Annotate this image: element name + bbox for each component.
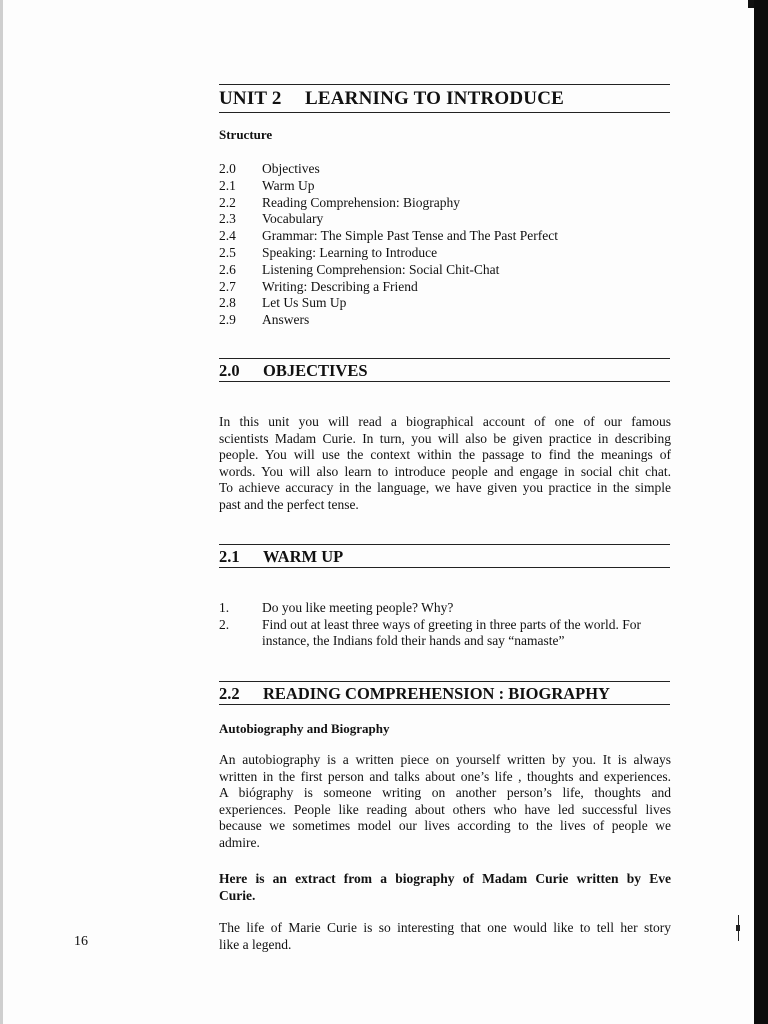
autobiography-subheading: Autobiography and Biography xyxy=(219,721,390,736)
section-number: 2.0 xyxy=(219,361,240,380)
toc-label: Reading Comprehension: Biography xyxy=(262,194,460,210)
toc-label: Listening Comprehension: Social Chit-Chat xyxy=(262,261,500,277)
text-line: An autobiography is a written piece on yourself written by you. It is always xyxy=(219,752,671,767)
structure-heading: Structure xyxy=(219,127,273,142)
text-line: The life of Marie Curie is so interesting that one would like to tell her story xyxy=(219,920,671,935)
section-number: 2.1 xyxy=(219,547,240,566)
text-line: scientists Madam Curie. In turn, you will also be given practice in describing xyxy=(219,430,671,446)
toc-label: Writing: Describing a Friend xyxy=(262,278,418,294)
text-line: past and the perfect tense. xyxy=(219,496,359,512)
scan-edge-right xyxy=(754,0,768,1024)
toc-num: 2.0 xyxy=(219,161,236,176)
unit-title xyxy=(219,88,564,110)
section-rule-top xyxy=(219,358,670,359)
list-number: 1. xyxy=(219,600,230,615)
section-rule-top xyxy=(219,681,670,682)
margin-mark xyxy=(736,915,740,941)
text-line: A biógraphy is someone writing on another person’s life, thoughts and xyxy=(219,785,671,801)
section-number: 2.2 xyxy=(219,684,240,703)
unit-title-rule-top xyxy=(219,84,670,85)
extract-intro xyxy=(219,871,671,904)
scan-edge-notch xyxy=(748,0,754,8)
text-line: experiences. People like reading about others who have led successful lives xyxy=(219,801,671,817)
text-line: admire. xyxy=(219,834,260,850)
list-text-continuation: instance, the Indians fold their hands and say “namaste” xyxy=(262,633,565,649)
toc-item xyxy=(219,245,558,262)
section-rule-bottom xyxy=(219,567,670,568)
page-number: 16 xyxy=(74,934,88,949)
toc-label: Answers xyxy=(262,312,310,328)
list-item xyxy=(219,600,641,617)
scan-edge-left xyxy=(0,0,3,1024)
text-line: written in the first person and talks about one’s life , thoughts and experiences. xyxy=(219,768,671,784)
toc-label: Let Us Sum Up xyxy=(262,295,347,311)
toc-num: 2.5 xyxy=(219,244,236,260)
section-heading-objectives xyxy=(219,361,368,381)
toc-item xyxy=(219,211,558,228)
unit-name: LEARNING TO INTRODUCE xyxy=(305,88,564,109)
section-heading-warm-up xyxy=(219,547,343,567)
warm-up-list xyxy=(219,600,641,650)
text-line: people. You will use the context within the passage to find the meanings of xyxy=(219,447,671,463)
section-rule-bottom xyxy=(219,381,670,382)
toc-label: Vocabulary xyxy=(262,211,324,227)
toc-num: 2.9 xyxy=(219,312,236,328)
toc-item xyxy=(219,295,558,312)
toc-num: 2.1 xyxy=(219,177,236,193)
list-text: Find out at least three ways of greeting in three parts of the world. For xyxy=(262,616,642,632)
toc-item xyxy=(219,161,558,178)
toc-num: 2.6 xyxy=(219,261,236,277)
text-line: In this unit you will read a biographical account of one of our famous xyxy=(219,414,671,429)
autobiography-paragraph xyxy=(219,752,671,852)
section-heading-reading xyxy=(219,684,610,704)
toc-item xyxy=(219,279,558,296)
toc-num: 2.4 xyxy=(219,228,236,244)
section-title: OBJECTIVES xyxy=(263,361,368,380)
toc-item xyxy=(219,228,558,245)
toc-num: 2.7 xyxy=(219,278,236,294)
section-title: READING COMPREHENSION : BIOGRAPHY xyxy=(263,684,610,703)
text-line: like a legend. xyxy=(219,936,292,952)
text-line: Here is an extract from a biography of Madam Curie written by Eve xyxy=(219,871,671,886)
objectives-paragraph xyxy=(219,414,671,514)
toc-label: Grammar: The Simple Past Tense and The Past Perfect xyxy=(262,228,558,244)
table-of-contents xyxy=(219,161,558,329)
toc-label: Warm Up xyxy=(262,177,315,193)
unit-number: UNIT 2 xyxy=(219,88,282,109)
toc-item xyxy=(219,178,558,195)
toc-num: 2.3 xyxy=(219,211,236,227)
closing-paragraph xyxy=(219,920,671,953)
list-text: Do you like meeting people? Why? xyxy=(262,600,454,615)
toc-num: 2.2 xyxy=(219,194,236,210)
toc-label: Objectives xyxy=(262,161,320,176)
toc-item xyxy=(219,262,558,279)
toc-item xyxy=(219,312,558,329)
section-rule-bottom xyxy=(219,704,670,705)
section-rule-top xyxy=(219,544,670,545)
unit-title-rule-bottom xyxy=(219,112,670,113)
text-line: because we sometimes model our lives according to the lives of people we xyxy=(219,818,671,834)
text-line: words. You will also learn to introduce people and engage in social chit chat. xyxy=(219,463,671,479)
toc-label: Speaking: Learning to Introduce xyxy=(262,244,438,260)
list-item xyxy=(219,617,641,634)
section-title: WARM UP xyxy=(263,547,344,566)
list-number: 2. xyxy=(219,616,230,632)
text-line: To achieve accuracy in the language, we have given you practice in the simple xyxy=(219,480,671,496)
toc-num: 2.8 xyxy=(219,295,236,311)
toc-item xyxy=(219,195,558,212)
text-line: Curie. xyxy=(219,887,256,903)
